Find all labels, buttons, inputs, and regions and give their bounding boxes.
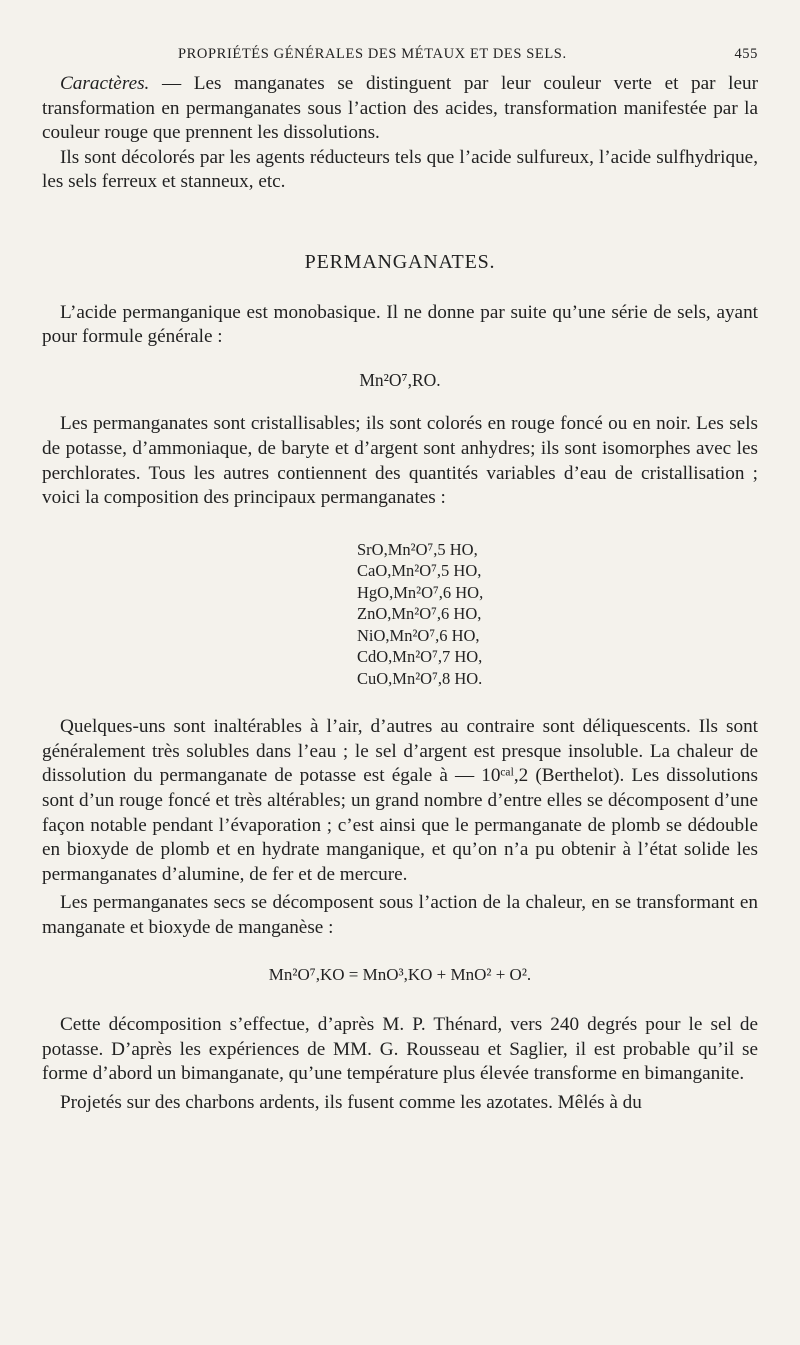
paragraph-lead: Caractères. <box>60 73 150 94</box>
section-title: PERMANGANATES. <box>304 250 496 273</box>
paragraph-monobasique: L’acide permanganique est monobasique. Il ne donne par suite qu’une série de sels, ayant pour formule générale : <box>42 301 758 348</box>
running-head <box>60 46 758 68</box>
compound-item: CdO,Mn²O⁷,7 HO, <box>357 647 483 667</box>
body-text <box>42 72 758 1116</box>
paragraph-reducteurs: Ils sont décolorés par les agents réducteurs tels que l’acide sulfureux, l’acide sulfhydrique, les sels ferreux et stanneux, etc. <box>42 146 758 193</box>
paragraph-thenard: Cette décomposition s’effectue, d’après M. P. Thénard, vers 240 degrés pour le sel de potasse. D’après les expériences de MM. G. Rousseau et Saglier, il est probable qu’il se forme d’abord un bimanganate, qu’une température plus élevée transforme en bimanganite. <box>42 1014 758 1085</box>
compound-item: NiO,Mn²O⁷,6 HO, <box>357 625 480 645</box>
paragraph-cristallisables: Les permanganates sont cristallisables; ils sont colorés en rouge foncé ou en noir. Les sels de potasse, d’ammoniaque, de baryte et d’argent sont anhydres; ils sont isomorphes avec les perchlorates. Tous les autres contiennent des quantités variables d’eau de cristallisation ; voici la composition des principaux permanganates : <box>42 413 758 509</box>
paragraph-solubilite: Quelques-uns sont inaltérables à l’air, d’autres au contraire sont déliquescents. Ils sont généralement très solubles dans l’eau ; le sel d’argent est presque insoluble. La chaleur de dissolution du permanganate de potasse est égale à — 10ᶜᵃˡ,2 (Berthelot). Les dissolutions sont d’un rouge foncé et très altérables; un grand nombre d’entre elles se décomposent d’une façon notable pendant l’évaporation ; c’est ainsi que le permanganate de plomb se dédouble en bioxyde de plomb et en hydrate manganique, et qu’on n’a pu obtenir à l’état solide les permanganates d’alumine, de fer et de mercure. <box>42 716 758 885</box>
compound-item: HgO,Mn²O⁷,6 HO, <box>357 582 484 602</box>
decomposition-equation: Mn²O⁷,KO = MnO³,KO + MnO² + O². <box>268 964 532 984</box>
compound-item: CaO,Mn²O⁷,5 HO, <box>357 561 482 581</box>
compound-list <box>357 539 507 690</box>
compound-item: SrO,Mn²O⁷,5 HO, <box>357 539 478 559</box>
compound-item: CuO,Mn²O⁷,8 HO. <box>357 668 483 688</box>
paragraph-text: — Les manganates se distinguent par leur couleur verte et par leur transformation en permanganates sous l’action des acides, transformation manifestée par la couleur rouge que prennent les dissolutions. <box>42 73 758 144</box>
paragraph-decomposition: Les permanganates secs se décomposent sous l’action de la chaleur, en se transformant en manganate et bioxyde de manganèse : <box>42 892 758 938</box>
page-number: 455 <box>734 46 758 62</box>
general-formula: Mn²O⁷,RO. <box>359 369 441 390</box>
paragraph-charbons: Projetés sur des charbons ardents, ils fusent comme les azotates. Mêlés à du <box>60 1091 642 1113</box>
paragraph-caracteres <box>42 72 758 146</box>
running-title: PROPRIÉTÉS GÉNÉRALES DES MÉTAUX ET DES SELS. <box>178 46 567 62</box>
compound-item: ZnO,Mn²O⁷,6 HO, <box>357 604 482 624</box>
